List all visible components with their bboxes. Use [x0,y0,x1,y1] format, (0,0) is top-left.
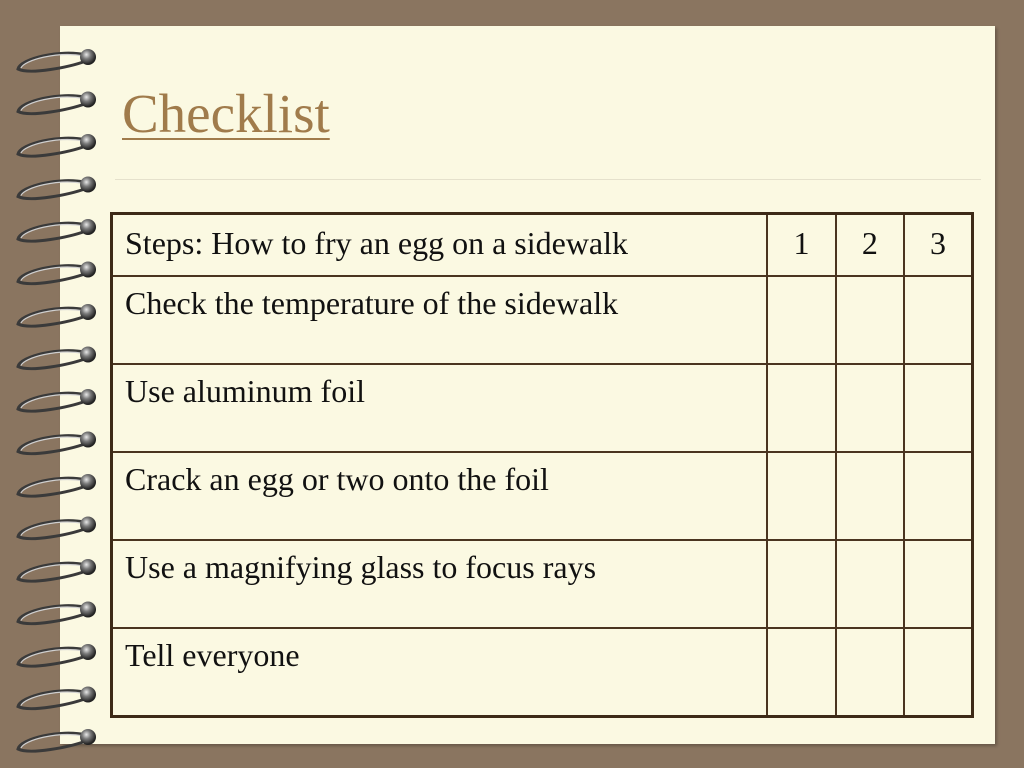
check-cell-1 [767,540,835,628]
step-label: Tell everyone [112,628,768,717]
step-label: Check the temperature of the sidewalk [112,276,768,364]
table-header-row [112,214,973,277]
check-cell-2 [836,364,904,452]
page-title: Checklist [122,83,330,144]
checklist-table [110,212,974,718]
binding-hole [80,687,96,703]
binding-hole [80,559,96,575]
binding-hole [80,134,96,150]
binding-hole [80,49,96,65]
table-row [112,364,973,452]
check-cell-3 [904,628,972,717]
check-cell-1 [767,364,835,452]
binding-hole [80,92,96,108]
check-cell-1 [767,452,835,540]
binding-hole [80,304,96,320]
spiral-binding [0,0,110,768]
column-header-2: 2 [836,214,904,277]
check-cell-2 [836,628,904,717]
binding-hole [80,517,96,533]
check-cell-2 [836,276,904,364]
check-cell-3 [904,540,972,628]
title-divider [115,179,981,180]
binding-hole [80,347,96,363]
column-header-3: 3 [904,214,972,277]
step-label: Use aluminum foil [112,364,768,452]
check-cell-3 [904,364,972,452]
check-cell-1 [767,276,835,364]
binding-hole [80,729,96,745]
binding-hole [80,389,96,405]
table-row [112,540,973,628]
binding-hole [80,219,96,235]
check-cell-3 [904,452,972,540]
column-header-1: 1 [767,214,835,277]
table-row [112,452,973,540]
binding-hole [80,262,96,278]
check-cell-1 [767,628,835,717]
binding-hole [80,602,96,618]
binding-hole [80,177,96,193]
steps-header: Steps: How to fry an egg on a sidewalk [112,214,768,277]
step-label: Use a magnifying glass to focus rays [112,540,768,628]
binding-hole [80,474,96,490]
check-cell-2 [836,540,904,628]
step-label: Crack an egg or two onto the foil [112,452,768,540]
binding-hole [80,644,96,660]
check-cell-3 [904,276,972,364]
table-row [112,628,973,717]
check-cell-2 [836,452,904,540]
table-row [112,276,973,364]
binding-hole [80,432,96,448]
